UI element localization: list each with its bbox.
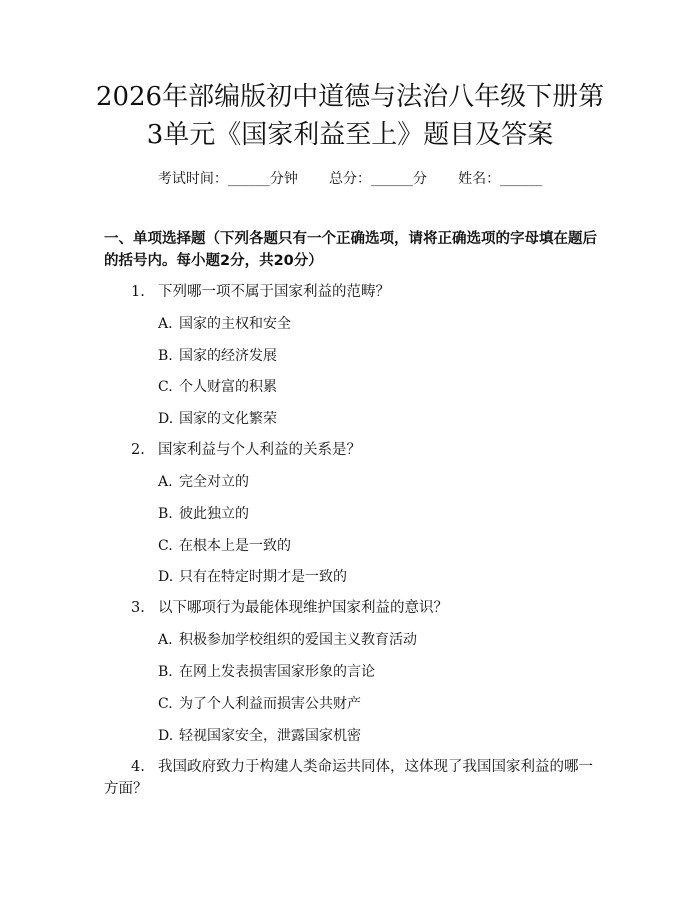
question-3-option-c — [158, 694, 361, 714]
question-2-stem — [131, 439, 361, 461]
option-text: 完全对立的 — [179, 474, 249, 490]
option-letter: D. — [158, 411, 174, 427]
question-2-option-c — [158, 536, 291, 556]
option-letter: B. — [158, 664, 173, 680]
question-3-option-a — [158, 630, 417, 650]
question-3-stem — [131, 597, 448, 619]
question-1-option-a — [158, 314, 291, 334]
option-letter: B. — [158, 348, 173, 364]
question-2-option-a — [158, 472, 249, 492]
question-text: 以下哪项行为最能体现维护国家利益的意识？ — [158, 600, 448, 616]
question-text: 国家利益与个人利益的关系是？ — [158, 442, 361, 458]
question-number: 3. — [131, 600, 145, 616]
option-text: 个人财富的积累 — [179, 379, 277, 395]
question-number: 1. — [131, 284, 145, 300]
question-text: 我国政府致力于构建人类命运共同体，这体现了我国国家利益的哪一方面？ — [104, 759, 593, 797]
question-2-option-d — [158, 567, 347, 587]
question-2-option-b — [158, 504, 249, 524]
option-text: 轻视国家安全，泄露国家机密 — [179, 728, 361, 744]
option-text: 在网上发表损害国家形象的言论 — [179, 664, 375, 680]
exam-info-line: 考试时间：______分钟 总分：______分 姓名：______ — [157, 171, 543, 187]
option-letter: B. — [158, 506, 173, 522]
question-text: 下列哪一项不属于国家利益的范畴？ — [158, 284, 390, 300]
question-1-option-b — [158, 346, 277, 366]
option-letter: D. — [158, 569, 174, 585]
question-1-option-c — [158, 377, 277, 397]
question-3-option-d — [158, 726, 361, 746]
option-letter: C. — [158, 379, 173, 395]
option-letter: A. — [158, 474, 173, 490]
option-text: 国家的经济发展 — [179, 348, 277, 364]
option-letter: C. — [158, 696, 173, 712]
document-title — [60, 78, 640, 154]
title-line-2: 3单元《国家利益至上》题目及答案 — [146, 120, 554, 150]
option-text: 在根本上是一致的 — [179, 538, 291, 554]
option-letter: C. — [158, 538, 173, 554]
option-text: 为了个人利益而损害公共财产 — [179, 696, 361, 712]
option-text: 国家的主权和安全 — [179, 316, 291, 332]
option-text: 彼此独立的 — [179, 506, 249, 522]
question-number: 2. — [131, 442, 145, 458]
option-letter: D. — [158, 728, 174, 744]
question-3-option-b — [158, 662, 375, 682]
option-letter: A. — [158, 316, 173, 332]
title-line-1: 2026年部编版初中道德与法治八年级下册第 — [95, 82, 605, 112]
question-1-option-d — [158, 409, 277, 429]
option-letter: A. — [158, 632, 173, 648]
option-text: 积极参加学校组织的爱国主义教育活动 — [179, 632, 417, 648]
section-heading: 一、单项选择题（下列各题只有一个正确选项，请将正确选项的字母填在题后的括号内。每小题2分，共20分） — [104, 231, 597, 269]
question-4-stem — [104, 756, 600, 800]
option-text: 只有在特定时期才是一致的 — [179, 569, 347, 585]
option-text: 国家的文化繁荣 — [179, 411, 277, 427]
question-number: 4. — [131, 759, 145, 775]
question-1-stem — [131, 281, 390, 303]
